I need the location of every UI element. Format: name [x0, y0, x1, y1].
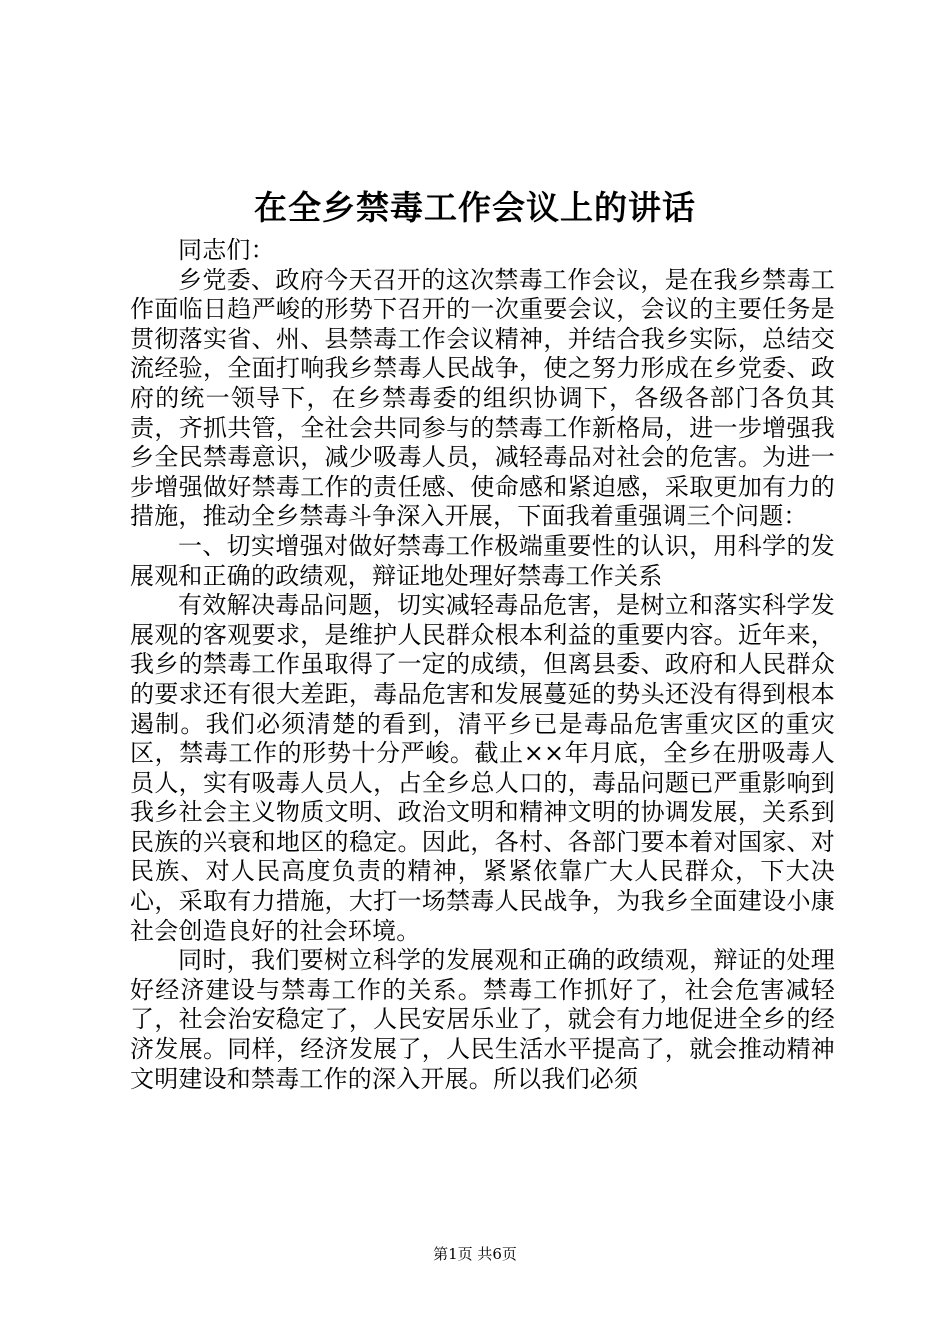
salutation: 同志们： [178, 236, 275, 264]
paragraph-intro: 乡党委、政府今天召开的这次禁毒工作会议，是在我乡禁毒工作面临日趋严峻的形势下召开的一次重要会议，会议的主要任务是贯彻落实省、州、县禁毒工作会议精神，并结合我乡实际，总结交流经验，全面打响我乡禁毒人民战争，使之努力形成在乡党委、政府的统一领导下，在乡禁毒委的组织协调下，各级各部门各负其责，齐抓共管，全社会共同参与的禁毒工作新格局，进一步增强我乡全民禁毒意识，减少吸毒人员，减轻毒品对社会的危害。为进一步增强做好禁毒工作的责任感、使命感和紧迫感，采取更加有力的措施，推动全乡禁毒斗争深入开展，下面我着重强调三个问题： [130, 265, 835, 531]
paragraph-situation: 有效解决毒品问题，切实减轻毒品危害，是树立和落实科学发展观的客观要求，是维护人民群众根本利益的重要内容。近年来，我乡的禁毒工作虽取得了一定的成绩，但离县委、政府和人民群众的要求还有很大差距，毒品危害和发展蔓延的势头还没有得到根本遏制。我们必须清楚的看到，清平乡已是毒品危害重灾区的重灾区，禁毒工作的形势十分严峻。截止××年月底，全乡在册吸毒人员人，实有吸毒人员人，占全乡总人口的，毒品问题已严重影响到我乡社会主义物质文明、政治文明和精神文明的协调发展，关系到民族的兴衰和地区的稳定。因此，各村、各部门要本着对国家、对民族、对人民高度负责的精神，紧紧依靠广大人民群众，下大决心，采取有力措施，大打一场禁毒人民战争，为我乡全面建设小康社会创造良好的社会环境。 [130, 591, 835, 945]
document-body [130, 236, 835, 1094]
section-heading-1: 一、切实增强对做好禁毒工作极端重要性的认识，用科学的发展观和正确的政绩观，辩证地处理好禁毒工作关系 [130, 531, 835, 590]
document-title: 在全乡禁毒工作会议上的讲话 [254, 188, 696, 227]
page-number: 第1页 共6页 [433, 1245, 517, 1263]
paragraph-development: 同时，我们要树立科学的发展观和正确的政绩观，辩证的处理好经济建设与禁毒工作的关系。禁毒工作抓好了，社会危害减轻了，社会治安稳定了，人民安居乐业了，就会有力地促进全乡的经济发展。同样，经济发展了，人民生活水平提高了，就会推动精神文明建设和禁毒工作的深入开展。所以我们必须 [130, 946, 835, 1093]
